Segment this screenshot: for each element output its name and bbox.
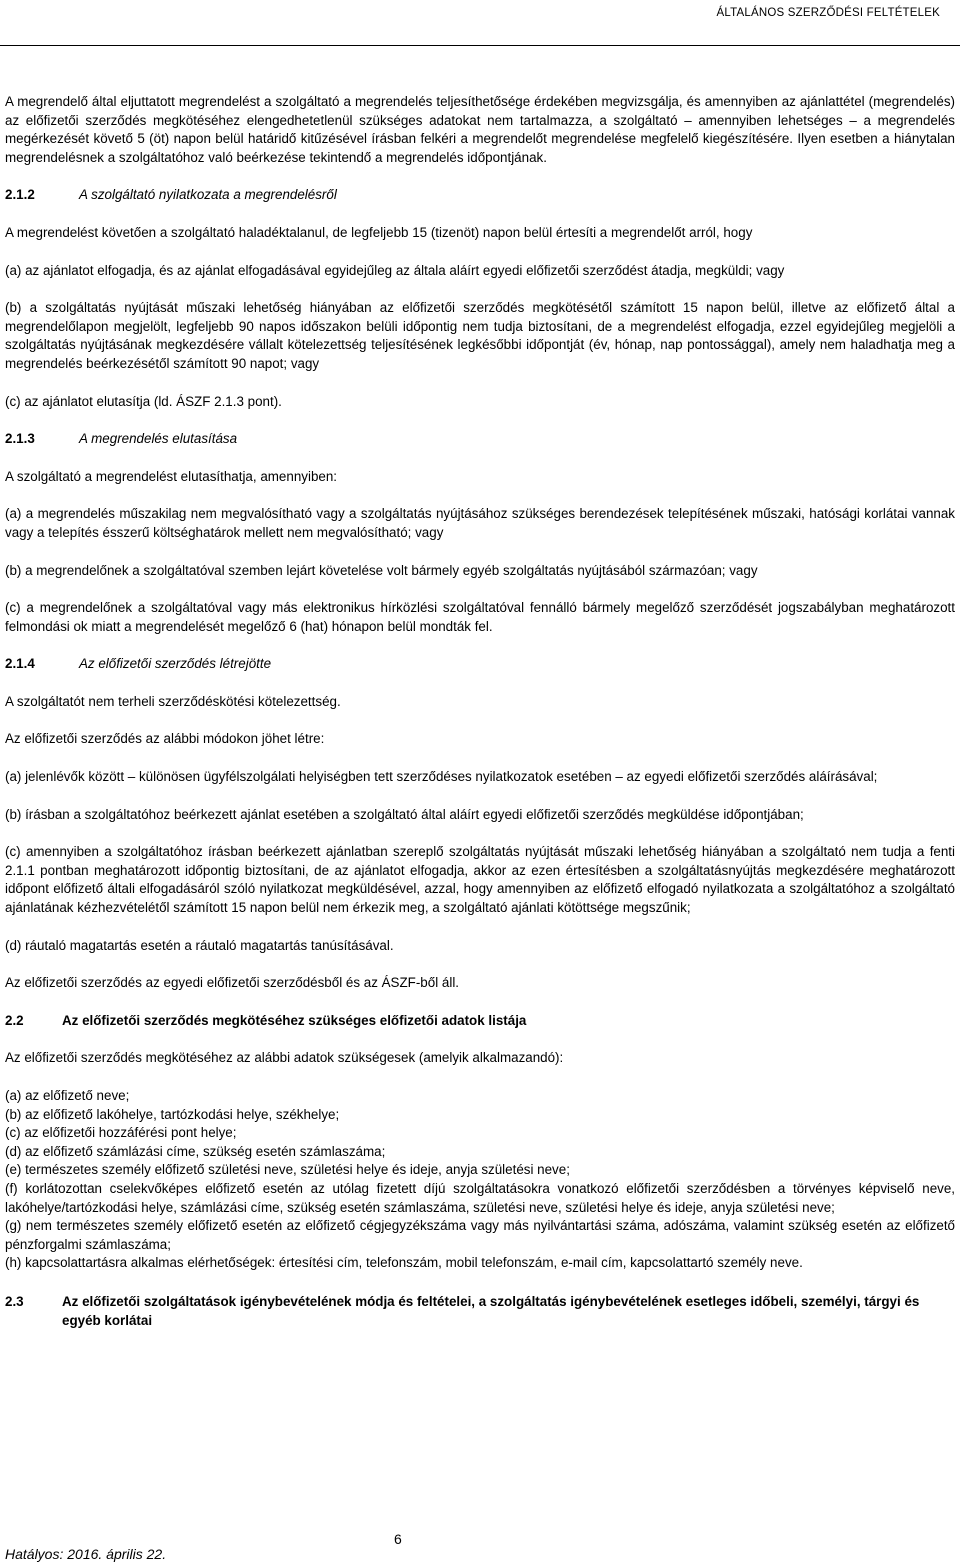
section-heading bbox=[5, 655, 955, 674]
list-item: (c) az előfizetői hozzáférési pont helye; bbox=[5, 1125, 237, 1141]
paragraph: (c) az ajánlatot elutasítja (ld. ÁSZF 2.1.3 pont). bbox=[5, 393, 282, 409]
effective-date: Hatályos: 2016. április 22. bbox=[5, 1546, 167, 1562]
list-item: (b) az előfizető lakóhelye, tartózkodási helye, székhelye; bbox=[5, 1106, 340, 1122]
section-number: 2.1.4 bbox=[5, 656, 35, 672]
paragraph: Az előfizetői szerződés megkötéséhez az alábbi adatok szükségesek (amelyik alkalmazandó): bbox=[5, 1050, 564, 1066]
paragraph: A szolgáltató a megrendelést elutasíthatja, amennyiben: bbox=[5, 468, 337, 484]
header-divider bbox=[0, 45, 960, 46]
section-number: 2.1.2 bbox=[5, 187, 35, 203]
page-number: 6 bbox=[394, 1531, 402, 1547]
list-item: (a) az előfizető neve; bbox=[5, 1088, 130, 1103]
paragraph: (b) írásban a szolgáltatóhoz beérkezett ajánlat esetében a szolgáltató által aláírt egyedi előfizetői szerződés megküldése időpontjában; bbox=[5, 806, 804, 822]
paragraph: A szolgáltatót nem terheli szerződéskötési kötelezettség. bbox=[5, 693, 341, 709]
page-header bbox=[0, 0, 960, 46]
paragraph: Az előfizetői szerződés az egyedi előfizetői szerződésből és az ÁSZF-ből áll. bbox=[5, 975, 460, 991]
paragraph: A megrendelést követően a szolgáltató haladéktalanul, de legfeljebb 15 (tizenöt) napon belül értesíti a megrendelőt arról, hogy bbox=[5, 224, 753, 240]
paragraph: (c) amennyiben a szolgáltatóhoz írásban beérkezett ajánlatban szereplő szolgáltatás nyújtását műszaki lehetőség hiányában a szolgáltató nem tudja a fenti 2.1.1 pontban meghatározott időpontig biztosítani, de az ajánlatot elfogadja, akkor az ezen értesítésben a szolgáltatásnyújtás megkezdésére meghatározott időpont előfizető általi elfogadásáról szóló nyilatkozat megküldésével, azzal, hogy amennyiben az előfizető elfogadó nyilatkozata a szolgáltatóhoz a szolgáltató ajánlatának kézhezvételétől számított 15 napon belül nem érkezik meg, a szolgáltató ajánlati kötöttsége megszűnik; bbox=[5, 844, 955, 916]
paragraph: (d) ráutaló magatartás esetén a ráutaló magatartás tanúsításával. bbox=[5, 937, 394, 953]
section-title: Az előfizetői szerződés létrejötte bbox=[79, 656, 272, 672]
list-item: (f) korlátozottan cselekvőképes előfizető esetén az utólag fizetett díjú szolgáltatásokra vonatkozó előfizetői szerződésben a törvényes képviselő neve, lakóhelye/tartózkodási helye, számlázási címe, szükség esetén számlaszáma, születési neve, születési helye és ideje, anyja születési neve; bbox=[5, 1180, 955, 1215]
paragraph: (a) az ajánlatot elfogadja, és az ajánlat elfogadásával egyidejűleg az általa aláírt egyedi előfizetői szerződést átadja, megküldi; vagy bbox=[5, 262, 785, 278]
paragraph: (b) a szolgáltatás nyújtását műszaki lehetőség hiányában az előfizetői szerződés megkötésétől számított 15 napon belül, illetve az előfizető által a megrendelőlapon megjelölt, legfeljebb 90 napos időszakon belüli időpontig nem tudja biztosítani, de a megrendelést elfogadja, ezzel egyidejűleg megjelöli a szolgáltatás nyújtásának megkezdésére vállalt kötelezettség teljesítésének legkésőbbi időpontját (év, hónap, nap pontossággal), amely nem haladhatja meg a megrendelés beérkezésétől számított 90 napot; vagy bbox=[5, 300, 955, 371]
list-item: (d) az előfizető számlázási címe, szükség esetén számlaszáma; bbox=[5, 1143, 386, 1159]
section-heading bbox=[5, 1012, 955, 1031]
paragraph: (a) jelenlévők között – különösen ügyfélszolgálati helyiségben tett szerződéses nyilatkozatok esetében – az egyedi előfizetői szerződés aláírásával; bbox=[5, 769, 878, 785]
section-heading bbox=[5, 186, 955, 205]
paragraph: Az előfizetői szerződés az alábbi módokon jöhet létre: bbox=[5, 731, 325, 747]
section-title: Az előfizetői szolgáltatások igénybevételének módja és feltételei, a szolgáltatás igénybevételének esetleges időbeli, személyi, tárgyi és egyéb korlátai bbox=[62, 1293, 920, 1328]
section-title: A megrendelés elutasítása bbox=[79, 431, 238, 447]
list-item: (e) természetes személy előfizető születési neve, születési helye és ideje, anyja születési neve; bbox=[5, 1162, 570, 1178]
paragraph: A megrendelő által eljuttatott megrendelést a szolgáltató a megrendelés teljesíthetősége érdekében megvizsgálja, és amennyiben az ajánlattétel (megrendelés) az előfizetői szerződés megkötéséhez elengedhetetlenül szükséges adatokat nem tartalmazza, a szolgáltató – amennyiben lehetséges – a megrendelés megérkezését követő 5 (öt) napon belül határidő kitűzésével írásban felkéri a megrendelőt megrendelése megfelelő kiegészítésére. Ilyen esetben a hiánytalan megrendelésnek a szolgáltatóhoz való beérkezése tekintendő a megrendelés időpontjának. bbox=[5, 94, 955, 165]
section-heading bbox=[5, 430, 955, 449]
paragraph: (b) a megrendelőnek a szolgáltatóval szemben lejárt követelése volt bármely egyéb szolgáltatás nyújtásából származóan; vagy bbox=[5, 562, 758, 578]
section-number: 2.3 bbox=[5, 1293, 24, 1309]
section-title: A szolgáltató nyilatkozata a megrendelésről bbox=[79, 187, 337, 203]
section-title: Az előfizetői szerződés megkötéséhez szükséges előfizetői adatok listája bbox=[62, 1012, 527, 1028]
section-number: 2.2 bbox=[5, 1012, 24, 1028]
paragraph: (c) a megrendelőnek a szolgáltatóval vagy más elektronikus hírközlési szolgáltatóval fennálló bármely megelőző szerződését jogszabályban meghatározott felmondási ok miatt a megrendelését megelőző 6 (hat) hónapon belül mondták fel. bbox=[5, 600, 955, 634]
section-number: 2.1.3 bbox=[5, 431, 35, 447]
document-body bbox=[5, 93, 955, 1349]
list-item: (g) nem természetes személy előfizető esetén az előfizető cégjegyzékszáma vagy más nyilvántartási száma, adószáma, valamint szükség esetén az előfizető pénzforgalmi számlaszáma; bbox=[5, 1218, 955, 1252]
section-heading bbox=[5, 1293, 955, 1330]
document-title: ÁLTALÁNOS SZERZŐDÉSI FELTÉTELEK bbox=[716, 7, 940, 19]
list-item: (h) kapcsolattartásra alkalmas elérhetőségek: értesítési cím, telefonszám, mobil telefonszám, e-mail cím, kapcsolattartó személy neve. bbox=[5, 1255, 803, 1271]
paragraph: (a) a megrendelés műszakilag nem megvalósítható vagy a szolgáltatás nyújtásához szükséges berendezések telepítésének műszaki, hatósági korlátai vannak vagy a telepítés ésszerű költséghatárok mellett nem megvalósítható; vagy bbox=[5, 506, 955, 540]
